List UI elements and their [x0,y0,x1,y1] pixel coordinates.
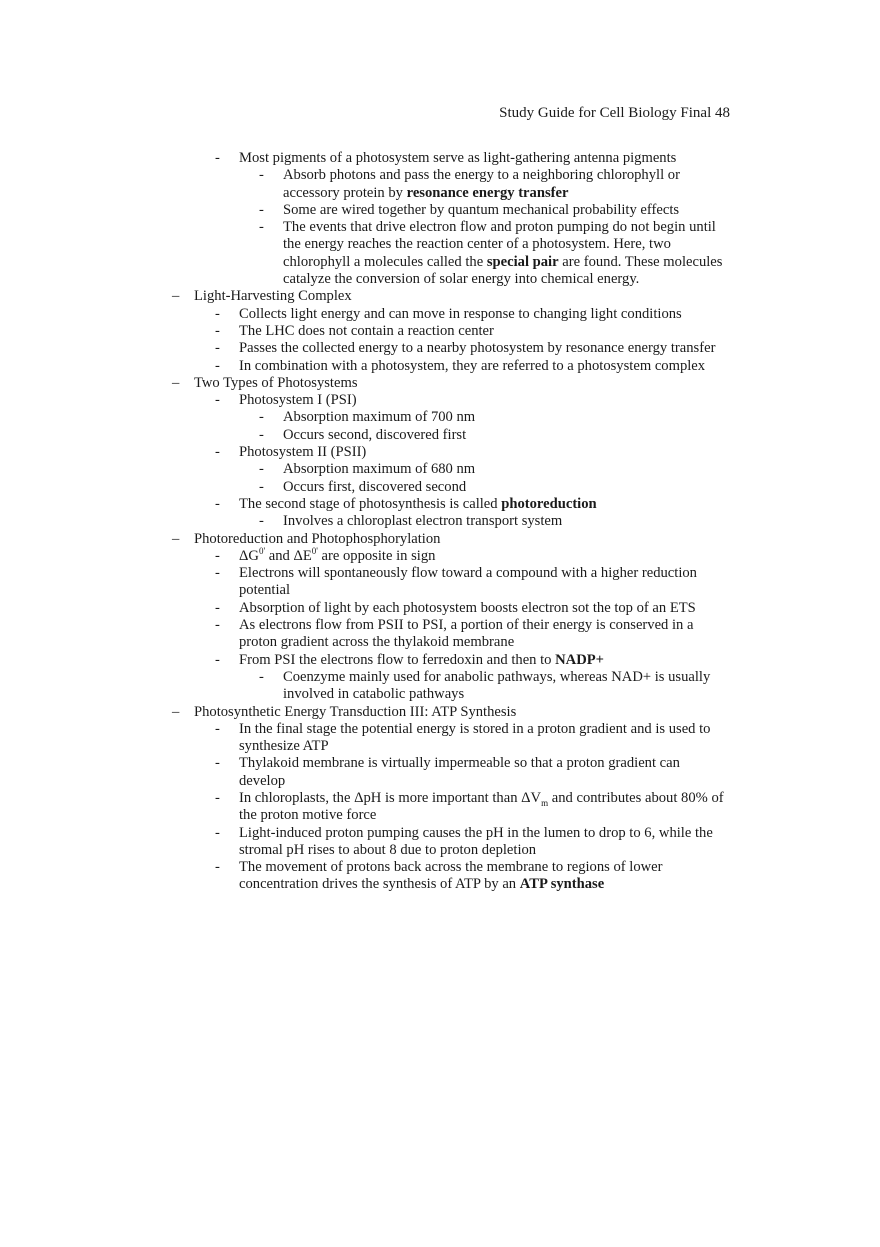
item-text: The movement of protons back across the membrane to regions of lower concentration drives the synthesis of ATP by an [239,859,663,893]
item-text: Photosystem I (PSI) [239,392,357,409]
section-heading [0,531,726,548]
bold-term: ATP synthase [519,876,605,893]
dash-bullet: - [215,547,220,564]
item-text: In chloroplasts, the ΔpH is more important than ΔV [239,789,542,806]
list-item [0,669,727,704]
long-dash-bullet: – [172,288,180,305]
dash-bullet: - [215,859,220,876]
item-text: Occurs first, discovered second [283,478,467,495]
list-item [0,202,727,219]
dash-bullet: - [259,201,264,218]
bold-term: NADP+ [555,651,604,668]
list-item [0,565,729,600]
dash-bullet: - [215,340,220,357]
dash-bullet: - [215,495,220,512]
item-text: Photosynthetic Energy Transduction III: ATP Synthesis [194,703,517,720]
item-text: Absorb photons and pass the energy to a neighboring chlorophyll or accessory protein by [283,167,680,201]
item-text: Light-Harvesting Complex [194,288,352,305]
item-text: Collects light energy and can move in response to changing light conditions [239,305,682,322]
item-text: In the final stage the potential energy is stored in a proton gradient and is used to synthesize ATP [239,720,711,755]
delta-g-symbol: ΔG [239,547,259,564]
long-dash-bullet: – [172,703,180,720]
list-item [0,409,727,426]
list-item [0,790,729,825]
section-heading [0,375,726,392]
superscript: 0' [258,545,266,556]
item-text: The LHC does not contain a reaction center [239,322,494,339]
list-item [0,600,729,617]
dash-bullet: - [215,651,220,668]
item-text: are opposite in sign [317,547,436,564]
dash-bullet: - [259,426,264,443]
item-text: From PSI the electrons flow to ferredoxin and then to [239,651,556,668]
item-text: Light-induced proton pumping causes the pH in the lumen to drop to 6, while the stromal pH rises to about 8 due to proton depletion [239,824,713,858]
section-heading [0,288,726,305]
item-text: Photoreduction and Photophosphorylation [194,530,441,547]
item-text: Passes the collected energy to a nearby photosystem by resonance energy transfer [239,340,716,357]
item-text: are found. These molecules catalyze the conversion of solar energy into chemical energy. [283,253,723,288]
dash-bullet: - [259,478,264,495]
dash-bullet: - [215,755,220,772]
item-text: Absorption of light by each photosystem boosts electron sot the top of an ETS [239,599,696,616]
item-text: Absorption maximum of 700 nm [283,409,476,426]
list-item [0,306,729,323]
dash-bullet: - [215,322,220,339]
list-item [0,755,729,790]
item-text: Thylakoid membrane is virtually impermeable so that a proton gradient can develop [239,755,680,789]
dash-bullet: - [215,444,220,461]
dash-bullet: - [259,167,264,184]
list-item [0,496,729,513]
list-item [0,167,727,202]
list-item [0,219,727,288]
item-text: Electrons will spontaneously flow toward a compound with a higher reduction potential [239,565,697,599]
list-item [0,427,727,444]
item-text: Photosystem II (PSII) [239,444,367,461]
dash-bullet: - [215,789,220,806]
dash-bullet: - [215,599,220,616]
item-text: In combination with a photosystem, they are referred to a photosystem complex [239,357,706,374]
long-dash-bullet: – [172,530,180,547]
list-item [0,617,729,652]
item-text: Coenzyme mainly used for anabolic pathways, whereas NAD+ is usually involved in catabolic pathways [283,668,711,703]
subscript: m [541,797,549,808]
dash-bullet: - [215,565,220,582]
dash-bullet: - [259,513,264,530]
item-text: and contributes about 80% of the proton motive force [239,789,724,824]
list-item [0,444,729,461]
running-header: Study Guide for Cell Biology Final 48 [499,105,730,121]
item-text: Some are wired together by quantum mechanical probability effects [283,201,680,218]
list-item [0,859,729,894]
list-item [0,392,729,409]
bold-term: resonance energy transfer [406,184,569,201]
study-guide-outline [0,150,880,894]
dash-bullet: - [215,617,220,634]
item-text: Absorption maximum of 680 nm [283,461,476,478]
dash-bullet: - [259,409,264,426]
dash-bullet: - [215,392,220,409]
item-text: Occurs second, discovered first [283,426,467,443]
list-item [0,721,729,756]
dash-bullet: - [215,720,220,737]
list-item [0,545,729,565]
dash-bullet: - [259,461,264,478]
dash-bullet: - [215,150,220,166]
dash-bullet: - [215,305,220,322]
list-item [0,461,727,478]
superscript: 0' [311,545,318,556]
item-text: As electrons flow from PSII to PSI, a portion of their energy is conserved in a proton gradient across the thylakoid membrane [239,617,694,651]
item-text: Involves a chloroplast electron transport system [283,513,563,530]
list-item [0,323,729,340]
list-item [0,340,729,357]
item-text: Two Types of Photosystems [194,374,358,391]
bold-term: photoreduction [501,495,597,512]
dash-bullet: - [215,824,220,841]
section-heading [0,704,726,721]
item-text: The events that drive electron flow and proton pumping do not begin until the energy reaches the reaction center of a photosystem. Here, two chlorophyll a molecules called the [283,219,716,270]
delta-e-symbol: ΔE [293,547,312,564]
item-text: The second stage of photosynthesis is called [239,495,502,512]
long-dash-bullet: – [172,374,180,391]
list-item [0,652,729,669]
dash-bullet: - [215,357,220,374]
list-item [0,150,729,167]
bold-term: special pair [486,253,559,270]
dash-bullet: - [259,219,264,236]
list-item [0,358,729,375]
dash-bullet: - [259,668,264,685]
list-item [0,825,729,860]
list-item [0,479,727,496]
item-text: Most pigments of a photosystem serve as light-gathering antenna pigments [239,150,677,166]
item-text: and [265,547,294,564]
list-item [0,513,727,530]
